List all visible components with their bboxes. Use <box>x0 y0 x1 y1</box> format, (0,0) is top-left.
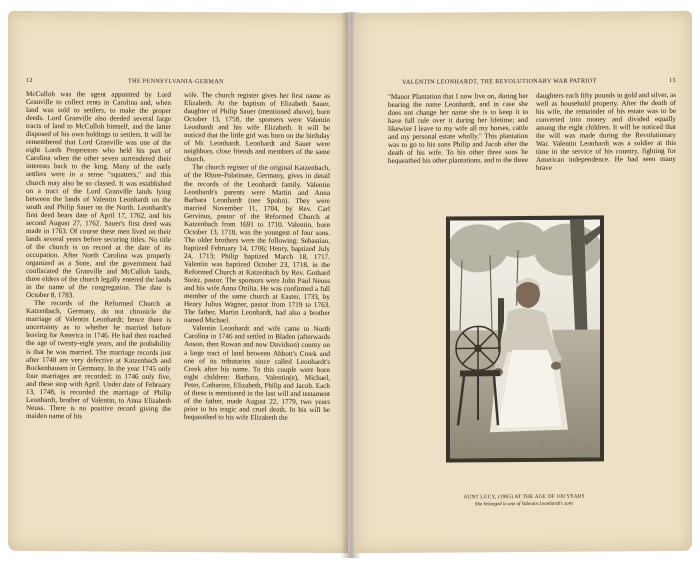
right-column-2 <box>536 91 676 172</box>
photograph-image <box>450 219 600 458</box>
photo-caption: AUNT LUCY, (1905) AT THE AGE OF 100 YEARS <box>463 493 585 501</box>
left-page-header <box>26 76 332 86</box>
paragraph: "Manor Plantation that I now live on, during her bearing the name Leonhardt, and in case she does not change her name she is to keep it to have full rule over it during her lifetime; and likewise I leave to my wife all my horses, cattle and my personal estate wholly." This plantation was to go to his sons Philip and Jacob after the death of his wife. To his other three sons he bequeathed his other plantations, and to the three <box>388 91 528 166</box>
left-column-1 <box>26 90 171 421</box>
right-page <box>354 11 692 553</box>
left-running-head: THE PENNSYLVANIA-GERMAN <box>128 77 224 86</box>
left-page <box>8 11 348 553</box>
right-running-head: VALENTIN LEONHARDT, THE REVOLUTIONARY WAR PATRIOT <box>402 77 597 86</box>
paragraph: McCulloh was the agent appointed by Lord Granville to collect rents in Carolina and, when land was sold to settlers, to make the proper deeds. Lord Granville also deeded several large tracts of land to McCulloh himself, and the latter disposed of his own holdings to settlers. It will be remembered that Lord Granville was one of the eight Lords Proprietors who held his part of Carolina when the other seven surrendered their interests back to the king. Many of the early settlers were in a sense "squatters," and this church may also be so classed. It was established on a tract of the Lord Granville lands lying between the lands of Valentin Leonhardt on the south and Philip Sauer on the North. Leonhardt's first deed bears date of April 17, 1762, and his second August 27, 1762. Sauer's first deed was made in 1763. Of course these men lived on their lands several years before securing titles. No title of the church is on record at the date of its occupation. After North Carolina was properly organized as a State, and the government had confiscated the Granville and McCulloh lands, three elders of the church legally entered the lands in the name of the congregation. The date is October 8, 1783. <box>26 89 171 300</box>
photo-caption-subtitle: She belonged to one of Valentin Leonhardt's sons <box>474 501 574 508</box>
right-page-number: 13 <box>669 76 676 84</box>
photograph-aunt-lucy <box>450 219 600 458</box>
right-column-1 <box>388 92 528 165</box>
paragraph: wife. The church register gives her first name as Elizabeth. At the baptism of Elizabeth Sauer, daughter of Philip Sauer (mentioned above), born October 13, 1758, the sponsers were Valentin Leonhardt and his wife Elizabeth. It will be noticed that the little girl was born on the birthday of Mr. Leonhardt. Leonhardt and Sauer were neighbors, close friends and members of the same church. <box>184 91 330 164</box>
left-column-2 <box>184 91 330 422</box>
paragraph: The records of the Reformed Church at Katzenbach, Germany, do not chronicle the marriage of Valentin Leonhardt; hence there is uncertainty as to whether he married before leaving for America in 1746. He had then reached the age of twenty-eight years, and the probability is that he was married. The marriage records just after 1740 are very defective at Katzenbach and Rockenhausen in Germany. In the year 1745 only four marriages are recorded; in 1746 only five, and these stop with April. Under date of February 13, 1748, is recorded the marriage of Philip Leonhardt, brother of Valentin, to Anna Elizabeth Neuss. There is no positive record giving the maiden name of his <box>26 299 171 421</box>
left-page-number: 12 <box>26 76 33 84</box>
photograph-frame <box>446 215 604 462</box>
open-book <box>8 12 694 558</box>
right-page-header <box>364 76 680 86</box>
paragraph: The church register of the original Katzenbach, of the Rhine-Palatinate, Germany, gives in detail the records of the Leonhardt family. Valentin Leonhardt's parents were Martin and Anna Barbara Leonhardt (nee Spohn). They were married November 11, 1704, by Rev. Carl Gervinus, pastor of the Reformed Church at Katzenbach from 1691 to 1710. Valentin, born October 13, 1718, was the youngest of four sons. The older brothers were the following: Sebastian, baptized February 14, 1706; Henry, baptized July 24, 1713; Philip baptized March 18, 1717. Valentin was baptized October 23, 1718, in the Reformed Church at Katzenbach by Rev. Gothard Steitz, pastor. The sponsors were John Paul Neuss and his wife Anna Ottilia. He was confirmed a full member of the same church at Easter, 1733, by Henry Julius Wagner, pastor from 1719 to 1763. The father, Martin Leonhardt, had also a brother named Michael. <box>184 163 330 325</box>
paragraph: Valentin Leonhardt and wife came to North Carolina in 1746 and settled in Bladen (afterwards Anson, then Rowan and now Davidson) county on a large tract of land between Abbott's Creek and one of its tributaries since called Leonhardt's Creek after his name. To this couple were born eight children: Barbara, Valentin(e), Michael, Peter, Catharine, Elizabeth, Philip and Jacob. Each of these is mentioned in the last will and testament of the father, made August 22, 1779, two years prior to his tragic and cruel death. In his will he bequeathed to his wife Elizabeth the <box>184 324 330 422</box>
paragraph: daughters each fifty pounds in gold and silver, as well as household property. After the death of his wife, the remainder of his estate was to be converted into money and divided equally among the eight children. It will be noticed that the will was made during the Revolutionary War. Valentin Leonhardt was a soldier at this time in the service of his country, fighting for American independence. He had seen many brave <box>536 90 676 173</box>
